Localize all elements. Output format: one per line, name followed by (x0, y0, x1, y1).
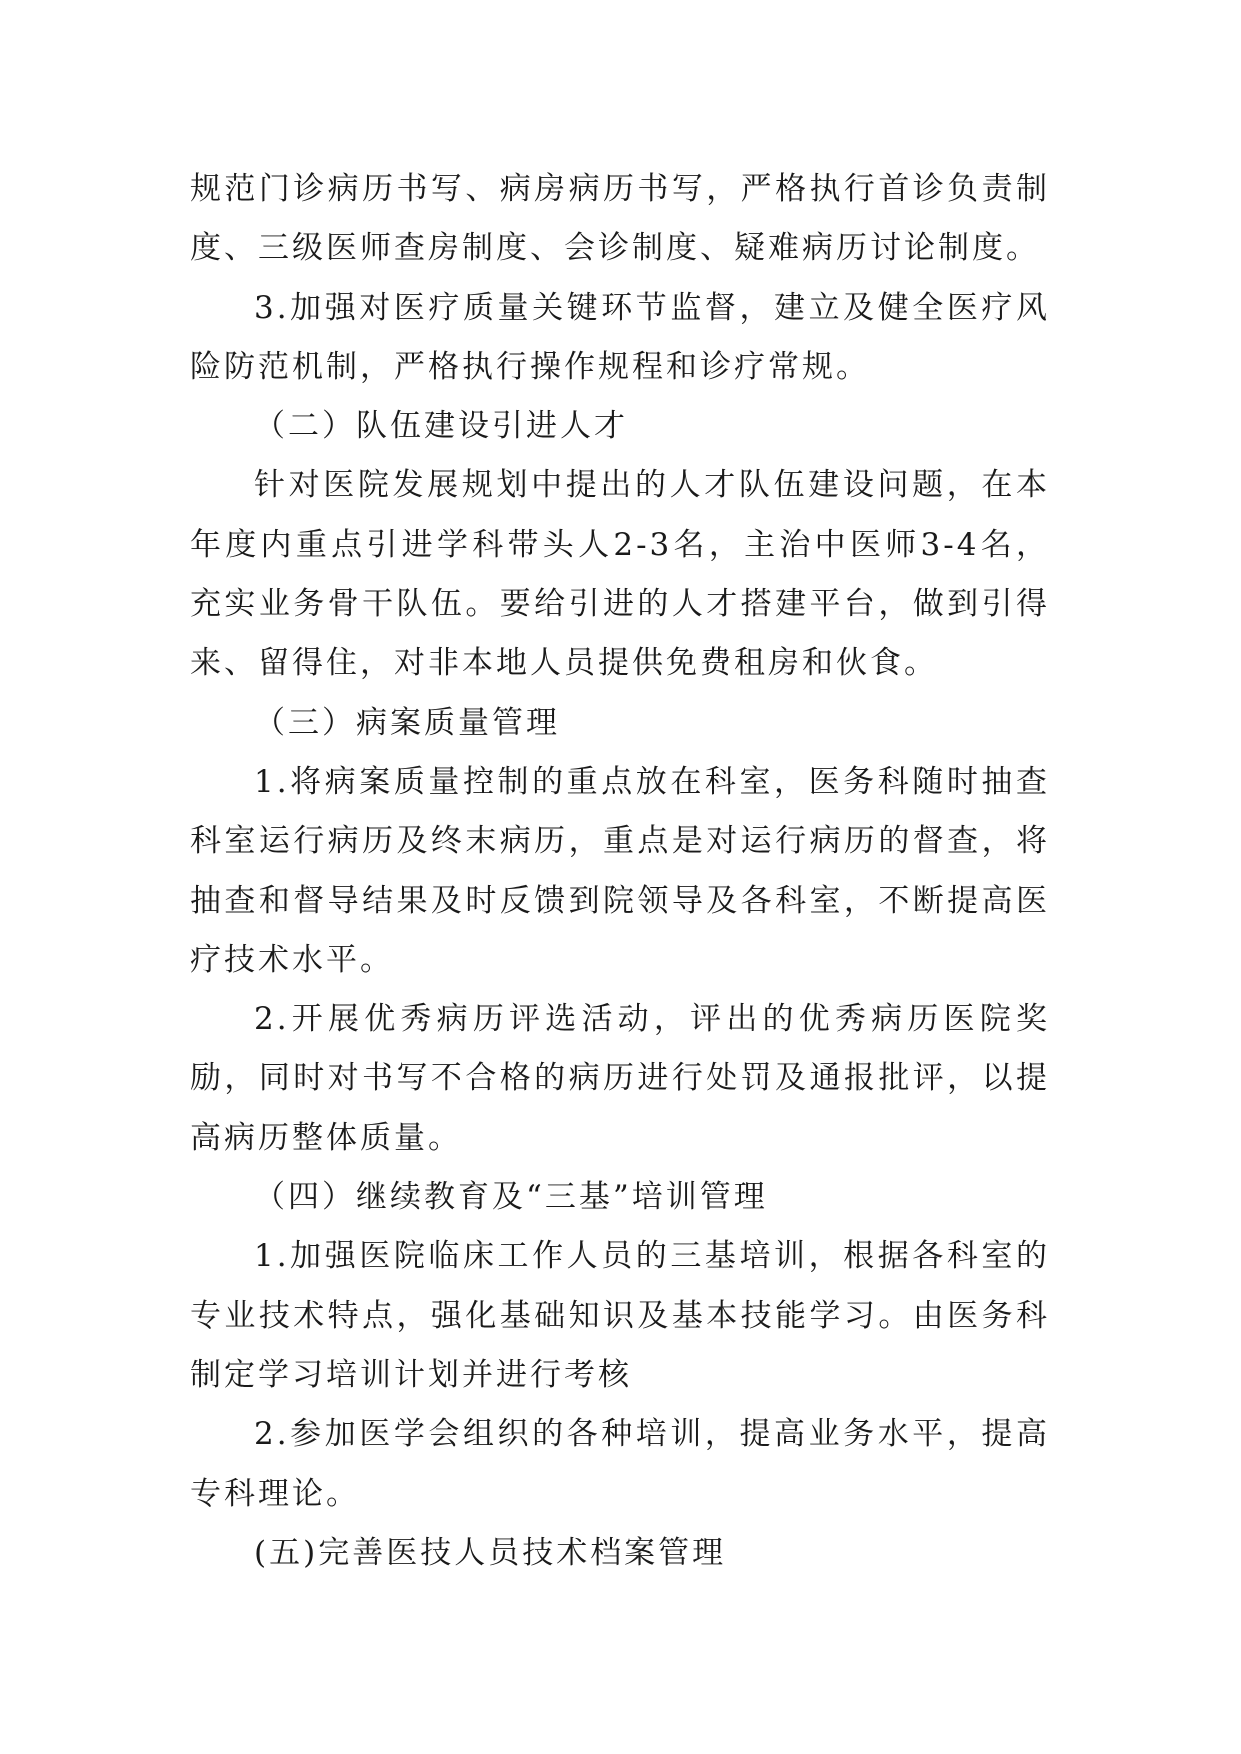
section-heading-5: (五)完善医技人员技术档案管理 (254, 1534, 727, 1571)
paragraph-talent: 针对医院发展规划中提出的人才队伍建设问题，在本年度内重点引进学科带头人2-3名，主治中医师3-4名，充实业务骨干队伍。要给引进的人才搭建平台，做到引得来、留得住，对非本地人员提供免费租房和伙食。 (190, 467, 1050, 682)
paragraph-item-3: 3.加强对医疗质量关键环节监督，建立及健全医疗风险防范机制，严格执行操作规程和诊疗常规。 (190, 289, 1050, 385)
paragraph-training-1: 1.加强医院临床工作人员的三基培训，根据各科室的专业技术特点，强化基础知识及基本技能学习。由医务科制定学习培训计划并进行考核 (190, 1238, 1050, 1393)
section-heading-3: （三）病案质量管理 (254, 704, 560, 741)
section-heading-4: （四）继续教育及“三基”培训管理 (254, 1179, 768, 1216)
section-heading-2: （二）队伍建设引进人才 (254, 408, 628, 445)
paragraph-continuation: 规范门诊病历书写、病房病历书写，严格执行首诊负责制度、三级医师查房制度、会诊制度、疑难病历讨论制度。 (190, 171, 1050, 267)
paragraph-item-1: 1.将病案质量控制的重点放在科室，医务科随时抽查科室运行病历及终末病历，重点是对运行病历的督查，将抽查和督导结果及时反馈到院领导及各科室，不断提高医疗技术水平。 (190, 763, 1050, 978)
document-body (190, 160, 1050, 1583)
paragraph-training-2: 2.参加医学会组织的各种培训，提高业务水平，提高专科理论。 (190, 1416, 1050, 1512)
paragraph-item-2: 2.开展优秀病历评选活动，评出的优秀病历医院奖励，同时对书写不合格的病历进行处罚及通报批评，以提高病历整体质量。 (190, 1001, 1050, 1156)
